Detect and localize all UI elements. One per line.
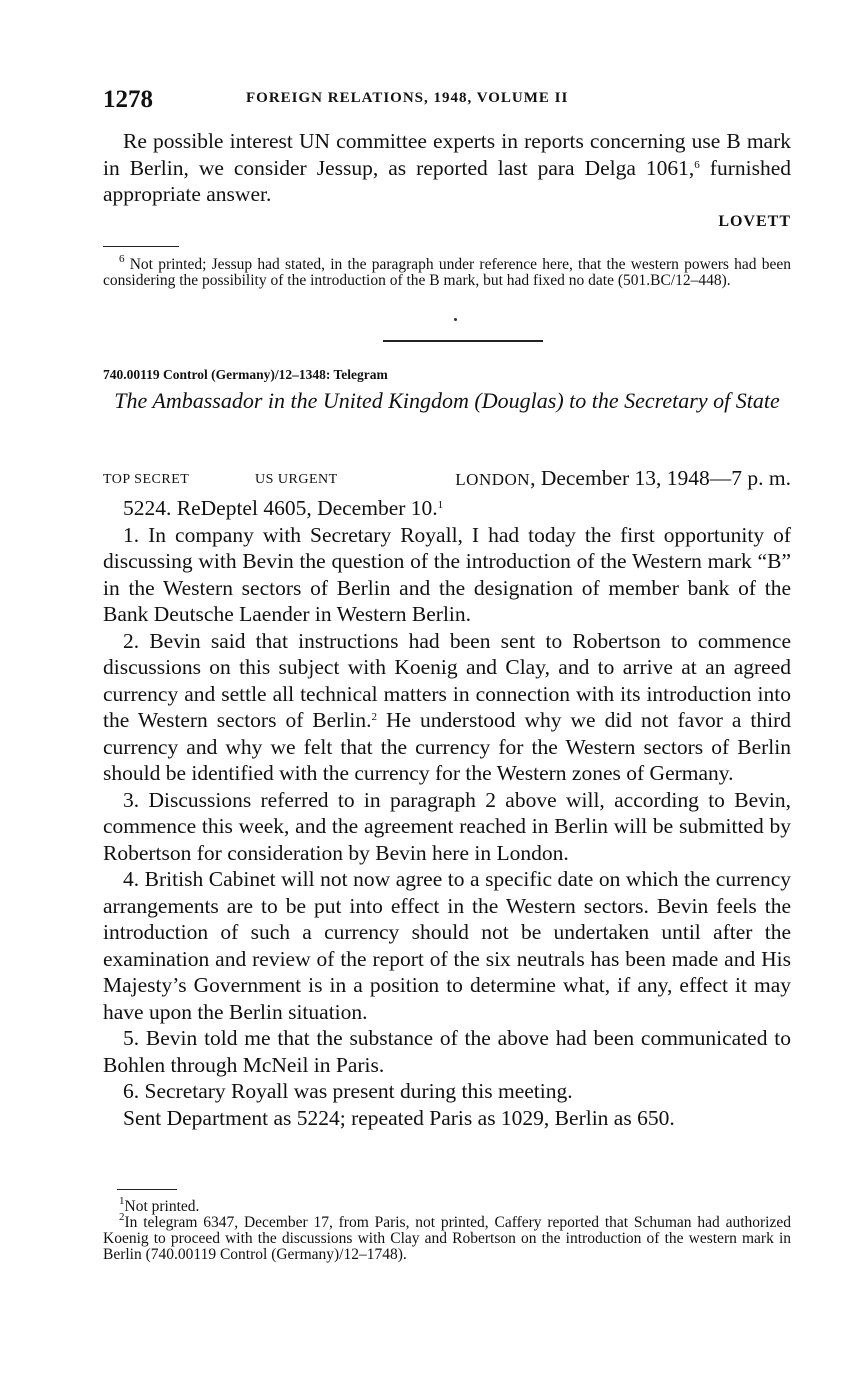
footnote-divider-bottom (117, 1189, 177, 1190)
telegram-body (103, 495, 791, 1131)
footnote-divider (103, 246, 179, 247)
sent-line: Sent Department as 5224; repeated Paris as 1029, Berlin as 650. (123, 1105, 675, 1130)
place-date (455, 466, 791, 491)
reference-line: 5224. ReDeptel 4605, December 10.$^1$ (123, 496, 444, 520)
opening-paragraph: Re possible interest UN committee experts in reports concerning use B mark in Berlin, we consider Jessup, as reported last para Delga 1061,$^6$ furnished appropriate answer. (103, 129, 791, 206)
ornament-dot (454, 318, 457, 321)
classification: TOP SECRET (103, 472, 190, 487)
document-title: The Ambassador in the United Kingdom (Douglas) to the Secretary of State (114, 388, 780, 413)
precedence: US URGENT (255, 472, 338, 487)
paragraph-1: 1. In company with Secretary Royall, I had today the first opportunity of discussing with Bevin the question of the introduction of the Western mark “B” in the Western sectors of Berlin and the designation of member bank of the Bank Deutsche Laender in Western Berlin. (103, 522, 791, 626)
footnote-6: $^6$ Not printed; Jessup had stated, in the paragraph under reference here, that the western powers had been considering the possibility of the introduction of the B mark, but had fixed no date (501.BC/12–448). (103, 253, 791, 289)
footnote-ref-6: 6 (694, 158, 700, 171)
paragraph-5: 5. Bevin told me that the substance of the above had been communicated to Bohlen through McNeil in Paris. (103, 1026, 791, 1077)
footnote-2: $^2$In telegram 6347, December 17, from Paris, not printed, Caffery reported that Schuman had authorized Koenig to proceed with the discussions with Clay and Robertson on the introduction of the western mark in Berlin (740.00119 Control (Germany)/12–1748). (103, 1211, 791, 1263)
paragraph-6: 6. Secretary Royall was present during this meeting. (123, 1079, 573, 1103)
page-header (103, 86, 793, 120)
opening-section (103, 128, 791, 235)
paragraph-3: 3. Discussions referred to in paragraph 2 above will, according to Bevin, commence this week, and the agreement reached in Berlin will be submitted by Robertson for consideration by Bevin here in London. (103, 787, 791, 865)
bottom-footnotes (103, 1195, 791, 1263)
dateline (103, 466, 791, 492)
date: , December 13, 1948—7 p. m. (530, 466, 791, 490)
footnote-1: $^1$Not printed. (119, 1195, 200, 1215)
running-head: FOREIGN RELATIONS, 1948, VOLUME II (246, 90, 569, 106)
page-number: 1278 (103, 86, 153, 113)
place: LONDON (455, 470, 531, 489)
footnote-ref-2: 2 (371, 711, 377, 723)
file-reference: 740.00119 Control (Germany)/12–1348: Telegram (103, 367, 388, 382)
paragraph-4: 4. British Cabinet will not now agree to a specific date on which the currency arrangements are to be put into effect in the Western sectors. Bevin feels the introduction of such a currency should not be undertaken until after the examination and review of the report of the six neutrals has been made and His Majesty’s Government is in a position to determine what, if any, effect it may have upon the Berlin situation. (103, 867, 791, 1024)
footnote-ref-1: 1 (437, 499, 444, 511)
section-divider (383, 340, 543, 342)
signature: LOVETT (718, 212, 791, 230)
footnote-marker: 6 (119, 253, 125, 265)
paragraph-2: 2. Bevin said that instructions had been sent to Robertson to commence discussions on this subject with Koenig and Clay, and to arrive at an agreed currency and settle all technical matters in connection with its introduction into the Western sectors of Berlin.$^2$ He understood why we did not favor a third currency and why we felt that the currency for the Western sectors of Berlin should be identified with the currency for the Western zones of Germany. (103, 628, 791, 785)
